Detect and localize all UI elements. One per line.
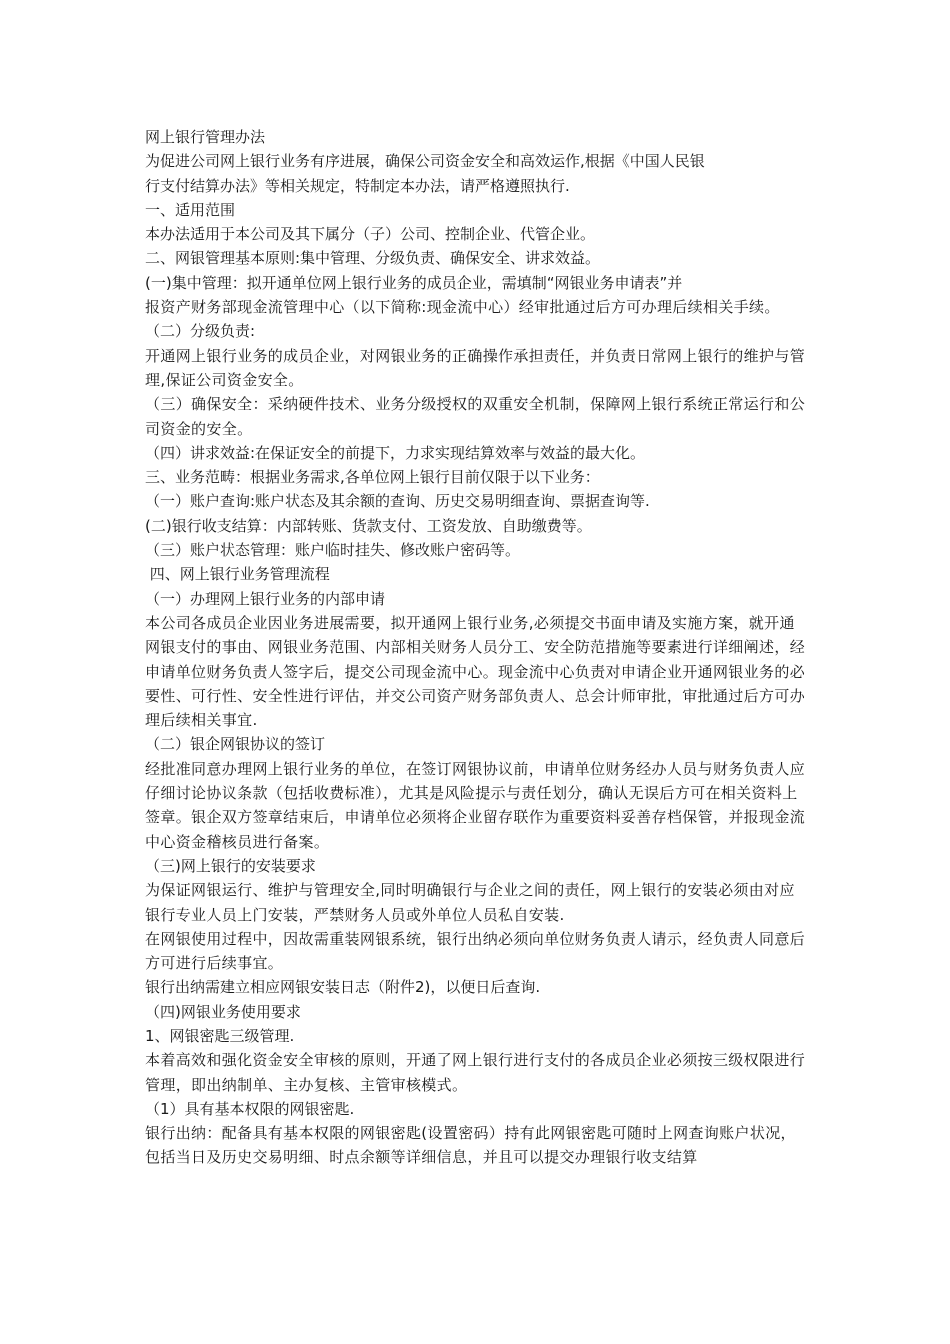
paragraph-reinstallation: 在网银使用过程中，因故需重装网银系统，银行出纳必须向单位财务负责人请示，经负责人同意后方可进行后续事宜。 <box>145 929 806 973</box>
paragraph-centralized-line-2: 报资产财务部现金流管理中心（以下简称:现金流中心）经审批通过后方可办理后续相关手续。 <box>145 298 780 317</box>
paragraph-basic-key: 银行出纳：配备具有基本权限的网银密匙(设置密码）持有此网银密匙可随时上网查询账户状况，包括当日及历史交易明细、时点余额等详细信息，并且可以提交办理银行收支结算 <box>145 1124 796 1167</box>
paragraph-install-log: 银行出纳需建立相应网银安装日志（附件2)，以便日后查询. <box>145 978 541 997</box>
section-heading-principles: 二、网银管理基本原则:集中管理、分级负责、确保安全、讲求效益。 <box>145 249 601 268</box>
section-heading-process: 四、网上银行业务管理流程 <box>145 565 330 584</box>
paragraph-installation: 为保证网银运行、维护与管理安全,同时明确银行与企业之间的责任，网上银行的安装必须由对应银行专业人员上门安装，严禁财务人员或外单位人员私自安装. <box>145 881 795 924</box>
paragraph-account-status: （三）账户状态管理：账户临时挂失、修改账户密码等。 <box>145 541 521 560</box>
paragraph-efficiency: （四）讲求效益:在保证安全的前提下，力求实现结算效率与效益的最大化。 <box>145 443 646 462</box>
paragraph-intro-line-2: 行支付结算办法》等相关规定，特制定本办法，请严格遵照执行. <box>145 176 570 195</box>
paragraph-settlement: (二)银行收支结算：内部转账、货款支付、工资发放、自助缴费等。 <box>145 516 592 535</box>
subheading-three-level-keys: 1、网银密匙三级管理. <box>145 1026 295 1045</box>
subheading-usage-requirements: （四)网银业务使用要求 <box>145 1002 301 1021</box>
document-title: 网上银行管理办法 <box>145 128 266 146</box>
paragraph-ensure-security: （三）确保安全：采纳硬件技术、业务分级授权的双重安全机制，保障网上银行系统正常运行和公司资金的安全。 <box>145 395 806 438</box>
paragraph-graded-responsibility: 开通网上银行业务的成员企业，对网银业务的正确操作承担责任，并负责日常网上银行的维护与管理,保证公司资金安全。 <box>145 346 806 389</box>
document-body <box>145 125 810 1170</box>
subheading-internal-application: （一）办理网上银行业务的内部申请 <box>145 589 386 608</box>
paragraph-intro-line-1: 为促进公司网上银行业务有序进展，确保公司资金安全和高效运作,根据《中国人民银 <box>145 152 705 171</box>
paragraph-centralized-line-1: (一)集中管理：拟开通单位网上银行业务的成员企业，需填制“网银业务申请表”并 <box>145 273 683 292</box>
subheading-basic-key: （1）具有基本权限的网银密匙. <box>145 1099 355 1118</box>
subheading-installation: （三)网上银行的安装要求 <box>145 856 316 875</box>
subheading-graded-responsibility: （二）分级负责: <box>145 322 256 341</box>
section-heading-business-scope: 三、业务范畴：根据业务需求,各单位网上银行目前仅限于以下业务： <box>145 468 600 487</box>
paragraph-account-query: （一）账户查询:账户状态及其余额的查询、历史交易明细查询、票据查询等. <box>145 492 650 511</box>
paragraph-scope: 本办法适用于本公司及其下属分（子）公司、控制企业、代管企业。 <box>145 225 596 244</box>
paragraph-bank-agreement: 经批准同意办理网上银行业务的单位，在签订网银协议前，申请单位财务经办人员与财务负责人应仔细讨论协议条款（包括收费标准），尤其是风险提示与责任划分，确认无误后方可在相关资料上签章。银企双方签章结束后，申请单位必须将企业留存联作为重要资料妥善存档保管，并报现金流中心资金稽核员进行备案。 <box>145 759 806 851</box>
paragraph-internal-application: 本公司各成员企业因业务进展需要，拟开通网上银行业务,必须提交书面申请及实施方案，就开通网银支付的事由、网银业务范围、内部相关财务人员分工、安全防范措施等要素进行详细阐述，经申请单位财务负责人签字后，提交公司现金流中心。现金流中心负责对申请企业开通网银业务的必要性、可行性、安全性进行评估，并交公司资产财务部负责人、总会计师审批，审批通过后方可办理后续相关事宜. <box>145 613 806 730</box>
section-heading-scope: 一、适用范围 <box>145 200 236 219</box>
paragraph-three-level-keys: 本着高效和强化资金安全审核的原则，开通了网上银行进行支付的各成员企业必须按三级权限进行管理，即出纳制单、主办复核、主管审核模式。 <box>145 1051 806 1094</box>
subheading-bank-agreement: （二）银企网银协议的签订 <box>145 735 326 754</box>
